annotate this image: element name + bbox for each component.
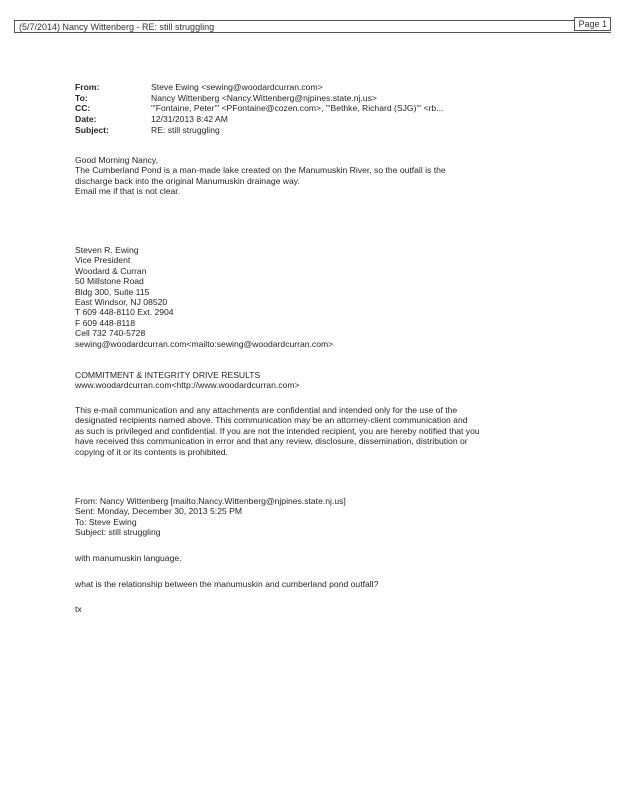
- quoted-to: To: Steve Ewing: [75, 516, 137, 527]
- company-slogan: COMMITMENT & INTEGRITY DRIVE RESULTS: [75, 370, 261, 380]
- message-body: [75, 155, 446, 197]
- greeting: Good Morning Nancy,: [75, 155, 158, 165]
- signature-name: Steven R. Ewing: [75, 245, 139, 255]
- page-number: Page 1: [574, 17, 611, 31]
- quoted-sent: Sent: Monday, December 30, 2013 5:25 PM: [75, 506, 243, 517]
- cc-value: "'Fontaine, Peter'" <PFontaine@cozen.com>, "'Bethke, Richard (SJG)'" <rb...: [151, 103, 444, 114]
- disclaimer-line: designated recipients named above. This communication may be an attorney-client communication and: [75, 415, 468, 426]
- signature-phone: T 609 448-8110 Ext. 2904: [75, 307, 174, 318]
- to-value: Nancy Wittenberg <Nancy.Wittenberg@njpines.state.nj.us>: [151, 92, 377, 103]
- to-row: [75, 93, 443, 104]
- subject-row: [75, 125, 443, 136]
- signature: [75, 245, 333, 349]
- body-line: discharge back into the original Manumuskin drainage way.: [75, 175, 300, 186]
- disclaimer: [75, 405, 480, 457]
- disclaimer-line: as such is privileged and confidential. If you are not the intended recipient, you are hereby notified that you: [75, 425, 480, 436]
- company-website-link[interactable]: www.woodardcurran.com<http://www.woodardcurran.com>: [75, 380, 300, 391]
- disclaimer-line: copying of it or its contents is prohibited.: [75, 446, 228, 457]
- signature-address: East Windsor, NJ 08520: [75, 297, 168, 308]
- print-header: [14, 20, 611, 33]
- body-line: The Cumberland Pond is a man-made lake created on the Manumuskin River, so the outfall is the: [75, 165, 446, 176]
- from-label: From:: [75, 82, 100, 92]
- signature-cell: Cell 732 740-5728: [75, 328, 146, 339]
- from-row: [75, 82, 443, 93]
- date-value: 12/31/2013 8:42 AM: [151, 114, 228, 125]
- from-value: Steve Ewing <sewing@woodardcurran.com>: [151, 82, 323, 92]
- signature-fax: F 609 448-8118: [75, 317, 136, 328]
- quoted-from: From: Nancy Wittenberg [mailto:Nancy.Wittenberg@njpines.state.nj.us]: [75, 496, 346, 506]
- subject-value: RE: still struggling: [151, 124, 220, 135]
- signature-company: Woodard & Curran: [75, 265, 147, 276]
- signature-title: Vice President: [75, 255, 131, 266]
- disclaimer-line: This e-mail communication and any attachments are confidential and intended only for the use of the: [75, 405, 458, 415]
- disclaimer-line: have received this communication in error and that any review, disclosure, dissemination, distribution or: [75, 436, 468, 447]
- email-header: [75, 82, 443, 135]
- quoted-body-line: with manumuskin language.: [75, 553, 182, 563]
- to-label: To:: [75, 92, 88, 103]
- date-row: [75, 114, 443, 125]
- print-header-title: (5/7/2014) Nancy Wittenberg - RE: still struggling: [19, 22, 215, 32]
- quoted-subject: Subject: still struggling: [75, 527, 161, 538]
- quoted-body-line: tx: [75, 604, 82, 614]
- cc-row: [75, 103, 443, 114]
- signature-address: 50 Millstone Road: [75, 276, 144, 287]
- subject-label: Subject:: [75, 124, 109, 135]
- signature-address: Bldg 300, Suite 115: [75, 286, 150, 297]
- body-line: Email me if that is not clear.: [75, 186, 181, 197]
- signature-email-link[interactable]: sewing@woodardcurran.com<mailto:sewing@woodardcurran.com>: [75, 338, 334, 349]
- quoted-body-line: what is the relationship between the manumuskin and cumberland pond outfall?: [75, 579, 379, 589]
- quoted-header: [75, 496, 346, 538]
- cc-label: CC:: [75, 103, 91, 114]
- slogan-block: [75, 370, 300, 391]
- date-label: Date:: [75, 114, 97, 125]
